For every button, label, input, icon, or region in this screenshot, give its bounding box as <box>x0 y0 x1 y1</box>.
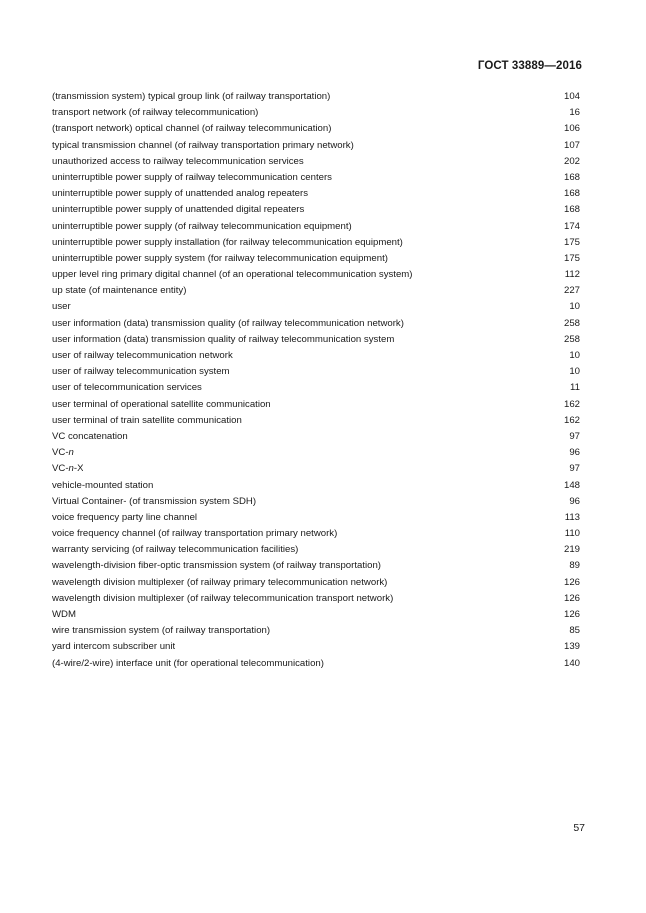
index-entry <box>52 656 580 672</box>
index-entry <box>52 332 580 348</box>
index-term: uninterruptible power supply of unattended digital repeaters <box>52 204 305 216</box>
index-page-ref: 10 <box>569 350 580 361</box>
index-page-ref: 219 <box>563 544 580 556</box>
index-term: VC-n-X <box>52 463 84 475</box>
index-term: warranty servicing (of railway telecommunication facilities) <box>52 544 299 556</box>
index-entry <box>52 251 580 267</box>
index-page-ref: 112 <box>564 269 580 281</box>
index-term: VC-n <box>52 447 74 459</box>
index-page-ref: 11 <box>570 382 580 394</box>
index-term: VC concatenation <box>52 430 128 442</box>
index-term: uninterruptible power supply of unattended analog repeaters <box>52 188 309 200</box>
index-term: wavelength division multiplexer (of railway telecommunication transport network) <box>52 592 394 604</box>
index-term: user of telecommunication services <box>52 382 202 394</box>
index-term: user of railway telecommunication network <box>52 350 233 361</box>
term-index-list <box>52 89 580 672</box>
index-term: transport network (of railway telecommunication) <box>52 107 259 119</box>
index-entry <box>52 607 580 623</box>
index-term: unauthorized access to railway telecommunication services <box>52 155 304 167</box>
index-page-ref: 140 <box>563 657 580 669</box>
index-entry <box>52 478 580 494</box>
index-page-ref: 85 <box>569 625 580 637</box>
index-entry <box>52 105 580 121</box>
index-page-ref: 227 <box>563 285 580 297</box>
index-entry <box>52 526 580 542</box>
index-page-ref: 126 <box>563 592 580 604</box>
index-page-ref: 148 <box>563 479 580 491</box>
index-entry <box>52 186 580 202</box>
index-page-ref: 126 <box>563 576 580 588</box>
index-page-ref: 97 <box>569 430 580 442</box>
index-term: wavelength division multiplexer (of railway primary telecommunication network) <box>52 576 388 588</box>
index-page-ref: 107 <box>563 139 580 151</box>
index-term: voice frequency party line channel <box>52 511 198 523</box>
index-term: user of railway telecommunication system <box>52 366 230 378</box>
index-page-ref: 258 <box>563 333 580 345</box>
index-term: WDM <box>52 609 76 620</box>
index-term: wavelength-division fiber-optic transmission system (of railway transportation) <box>52 560 381 572</box>
index-entry <box>52 639 580 655</box>
index-page-ref: 113 <box>564 511 580 523</box>
index-page-ref: 175 <box>563 236 580 248</box>
index-page-ref: 16 <box>569 107 580 119</box>
index-entry <box>52 170 580 186</box>
index-entry <box>52 380 580 396</box>
index-term: user terminal of train satellite communication <box>52 414 242 426</box>
index-page-ref: 202 <box>563 155 580 167</box>
index-page-ref: 106 <box>563 123 580 135</box>
index-page-ref: 10 <box>569 301 580 313</box>
index-entry <box>52 558 580 574</box>
index-term: voice frequency channel (of railway transportation primary network) <box>52 528 338 540</box>
index-page-ref: 110 <box>564 528 580 540</box>
index-term: user terminal of operational satellite communication <box>52 398 271 410</box>
index-term: uninterruptible power supply system (for railway telecommunication equipment) <box>52 252 388 264</box>
index-entry <box>52 494 580 510</box>
index-term: uninterruptible power supply of railway telecommunication centers <box>52 171 332 183</box>
index-term: Virtual Container- (of transmission system SDH) <box>52 495 257 507</box>
index-entry <box>52 510 580 526</box>
index-page-ref: 126 <box>563 609 580 620</box>
index-page-ref: 97 <box>569 463 580 475</box>
index-entry <box>52 623 580 639</box>
index-entry <box>52 138 580 154</box>
index-entry <box>52 445 580 461</box>
index-page-ref: 174 <box>563 220 580 232</box>
index-term: (4-wire/2-wire) interface unit (for operational telecommunication) <box>52 657 324 669</box>
index-entry <box>52 348 580 364</box>
index-page-ref: 168 <box>563 204 580 216</box>
index-page-ref: 96 <box>569 447 580 459</box>
index-page-ref: 162 <box>563 414 580 426</box>
index-page-ref: 89 <box>569 560 580 572</box>
index-entry <box>52 235 580 251</box>
index-entry <box>52 413 580 429</box>
index-page-ref: 175 <box>563 252 580 264</box>
index-term: wire transmission system (of railway transportation) <box>52 625 271 637</box>
index-entry <box>52 299 580 315</box>
index-term: typical transmission channel (of railway transportation primary network) <box>52 139 354 151</box>
index-entry <box>52 429 580 445</box>
index-term: user information (data) transmission quality (of railway telecommunication network) <box>52 317 404 329</box>
index-term: up state (of maintenance entity) <box>52 285 187 297</box>
page-number: 57 <box>573 822 585 834</box>
index-entry <box>52 461 580 477</box>
standard-designation: ГОСТ 33889—2016 <box>477 60 582 72</box>
index-term: user <box>52 301 71 313</box>
index-entry <box>52 542 580 558</box>
index-term: (transmission system) typical group link (of railway transportation) <box>52 91 331 102</box>
index-entry <box>52 89 580 105</box>
index-entry <box>52 121 580 137</box>
index-page-ref: 168 <box>563 171 580 183</box>
index-entry <box>52 316 580 332</box>
index-page-ref: 168 <box>563 188 580 200</box>
index-page-ref: 104 <box>563 91 580 102</box>
index-entry <box>52 575 580 591</box>
index-term: user information (data) transmission quality of railway telecommunication system <box>52 333 395 345</box>
index-entry <box>52 154 580 170</box>
index-term: upper level ring primary digital channel (of an operational telecommunication system) <box>52 269 413 281</box>
index-page-ref: 139 <box>563 641 580 653</box>
index-entry <box>52 267 580 283</box>
index-entry <box>52 364 580 380</box>
index-page-ref: 162 <box>563 398 580 410</box>
index-page-ref: 96 <box>569 495 580 507</box>
index-page-ref: 258 <box>563 317 580 329</box>
index-page-ref: 10 <box>569 366 580 378</box>
index-entry <box>52 283 580 299</box>
index-term: uninterruptible power supply installation (for railway telecommunication equipment) <box>52 236 403 248</box>
index-entry <box>52 202 580 218</box>
index-term: yard intercom subscriber unit <box>52 641 176 653</box>
index-entry <box>52 219 580 235</box>
index-term: (transport network) optical channel (of railway telecommunication) <box>52 123 332 135</box>
index-term: uninterruptible power supply (of railway telecommunication equipment) <box>52 220 352 232</box>
index-entry <box>52 591 580 607</box>
index-entry <box>52 397 580 413</box>
index-term: vehicle-mounted station <box>52 479 154 491</box>
